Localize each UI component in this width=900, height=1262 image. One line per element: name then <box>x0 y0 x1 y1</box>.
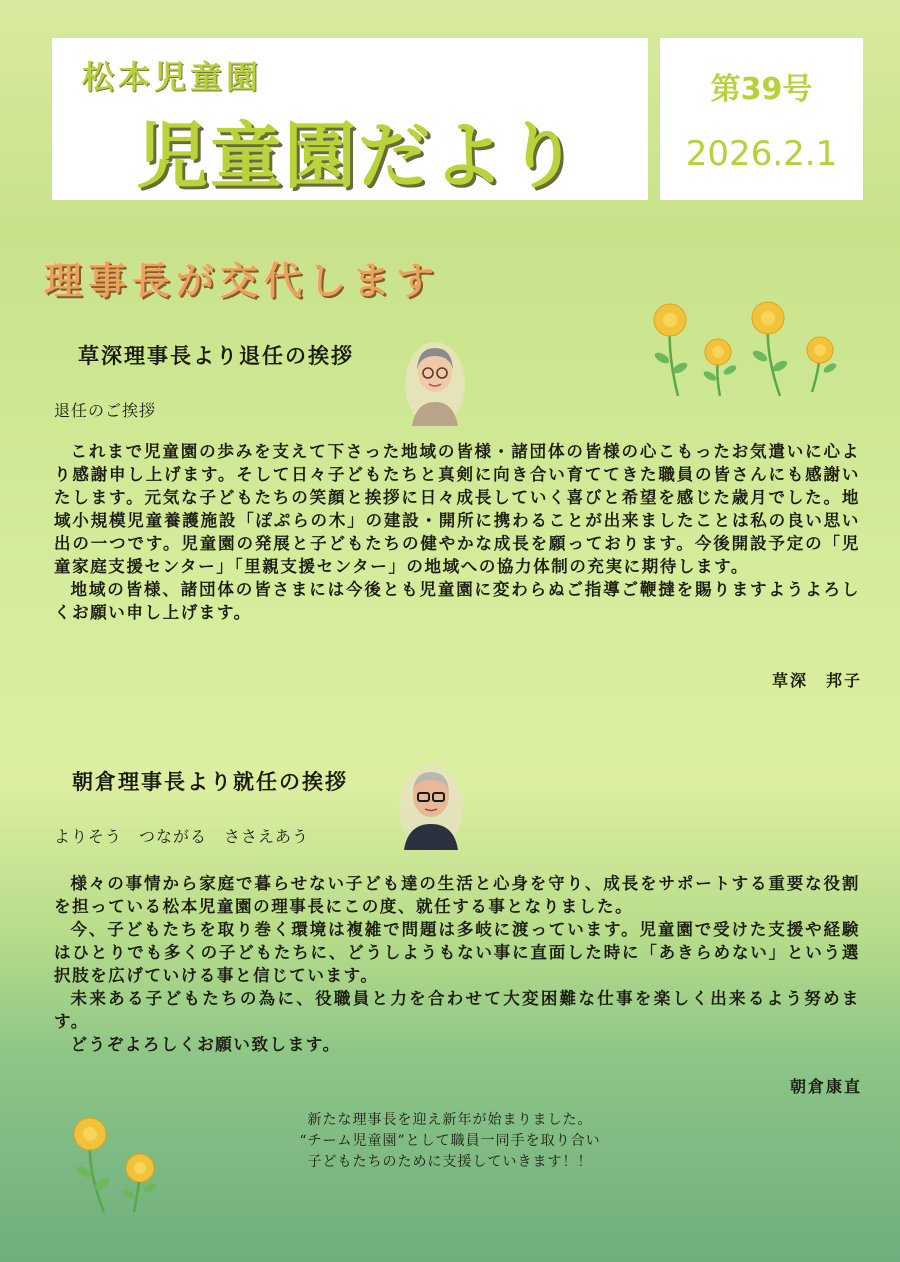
newsletter-title: 児童園だより <box>136 114 581 198</box>
org-name: 松本児童園 <box>82 58 263 96</box>
incoming-message <box>54 872 860 1056</box>
incoming-paragraph: 未来ある子どもたちの為に、役職員と力を合わせて大変困難な仕事を楽しく出来るよう努めます。 <box>54 989 860 1031</box>
retiring-message <box>54 440 860 624</box>
portrait-retiring-chair <box>404 340 466 428</box>
retiring-paragraph: これまで児童園の歩みを支えて下さった地域の皆様・諸団体の皆様の心こもったお気遣いに心より感謝申し上げます。そして日々子どもたちと真剣に向き合い育ててきた職員の皆さんにも感謝いたします。元気な子どもたちの笑顔と挨拶に日々成長していく喜びと希望を感じた歳月でした。地域小規模児童養護施設「ぽぷらの木」の建設・開所に携わることが出来ましたことは私の良い思い出の一つです。児童園の発展と子どもたちの健やかな成長を願っております。今後開設予定の「児童家庭支援センター」「里親支援センター」の地域への協力体制の充実に期待します。 <box>54 442 860 576</box>
issue-date: 2026.2.1 <box>685 134 838 174</box>
portrait-incoming-chair <box>398 762 464 852</box>
retiring-greeting-label: 退任のご挨拶 <box>54 401 157 420</box>
closing-line: 子どもたちのために支援していきます！！ <box>307 1154 593 1170</box>
incoming-signature: 朝倉康直 <box>789 1077 862 1096</box>
issue-number: 第39号 <box>710 72 813 107</box>
retiring-paragraph: 地域の皆様、諸団体の皆さまには今後とも児童園に変わらぬご指導ご鞭撻を賜りますようよろしくお願い申し上げます。 <box>54 580 860 622</box>
incoming-paragraph: 今、子どもたちを取り巻く環境は複雑で問題は多岐に渡っています。児童園で受けた支援や経験はひとりでも多くの子どもたちに、どうしようもない事に直面した時に「あきらめない」という選択肢を広げていける事と信じています。 <box>54 920 860 985</box>
retiring-heading: 草深理事長より退任の挨拶 <box>78 343 354 368</box>
title-box <box>52 38 648 200</box>
flower-illustration-top <box>640 296 850 406</box>
incoming-paragraph: 様々の事情から家庭で暮らせない子ども達の生活と心身を守り、成長をサポートする重要な役割を担っている松本児童園の理事長にこの度、就任する事となりました。 <box>54 874 860 916</box>
incoming-heading: 朝倉理事長より就任の挨拶 <box>72 769 348 794</box>
incoming-motto: よりそう つながる ささえあう <box>54 827 310 846</box>
closing-line: 新たな理事長を迎え新年が始まりました。 <box>307 1112 593 1128</box>
incoming-paragraph: どうぞよろしくお願い致します。 <box>70 1035 341 1054</box>
section-title: 理事長が交代します <box>44 258 441 303</box>
issue-box <box>660 38 863 200</box>
flower-illustration-bottom <box>66 1112 166 1222</box>
retiring-signature: 草深 邦子 <box>771 671 862 690</box>
closing-line: “チーム児童園”として職員一同手を取り合い <box>299 1133 601 1149</box>
closing-message <box>200 1110 700 1173</box>
